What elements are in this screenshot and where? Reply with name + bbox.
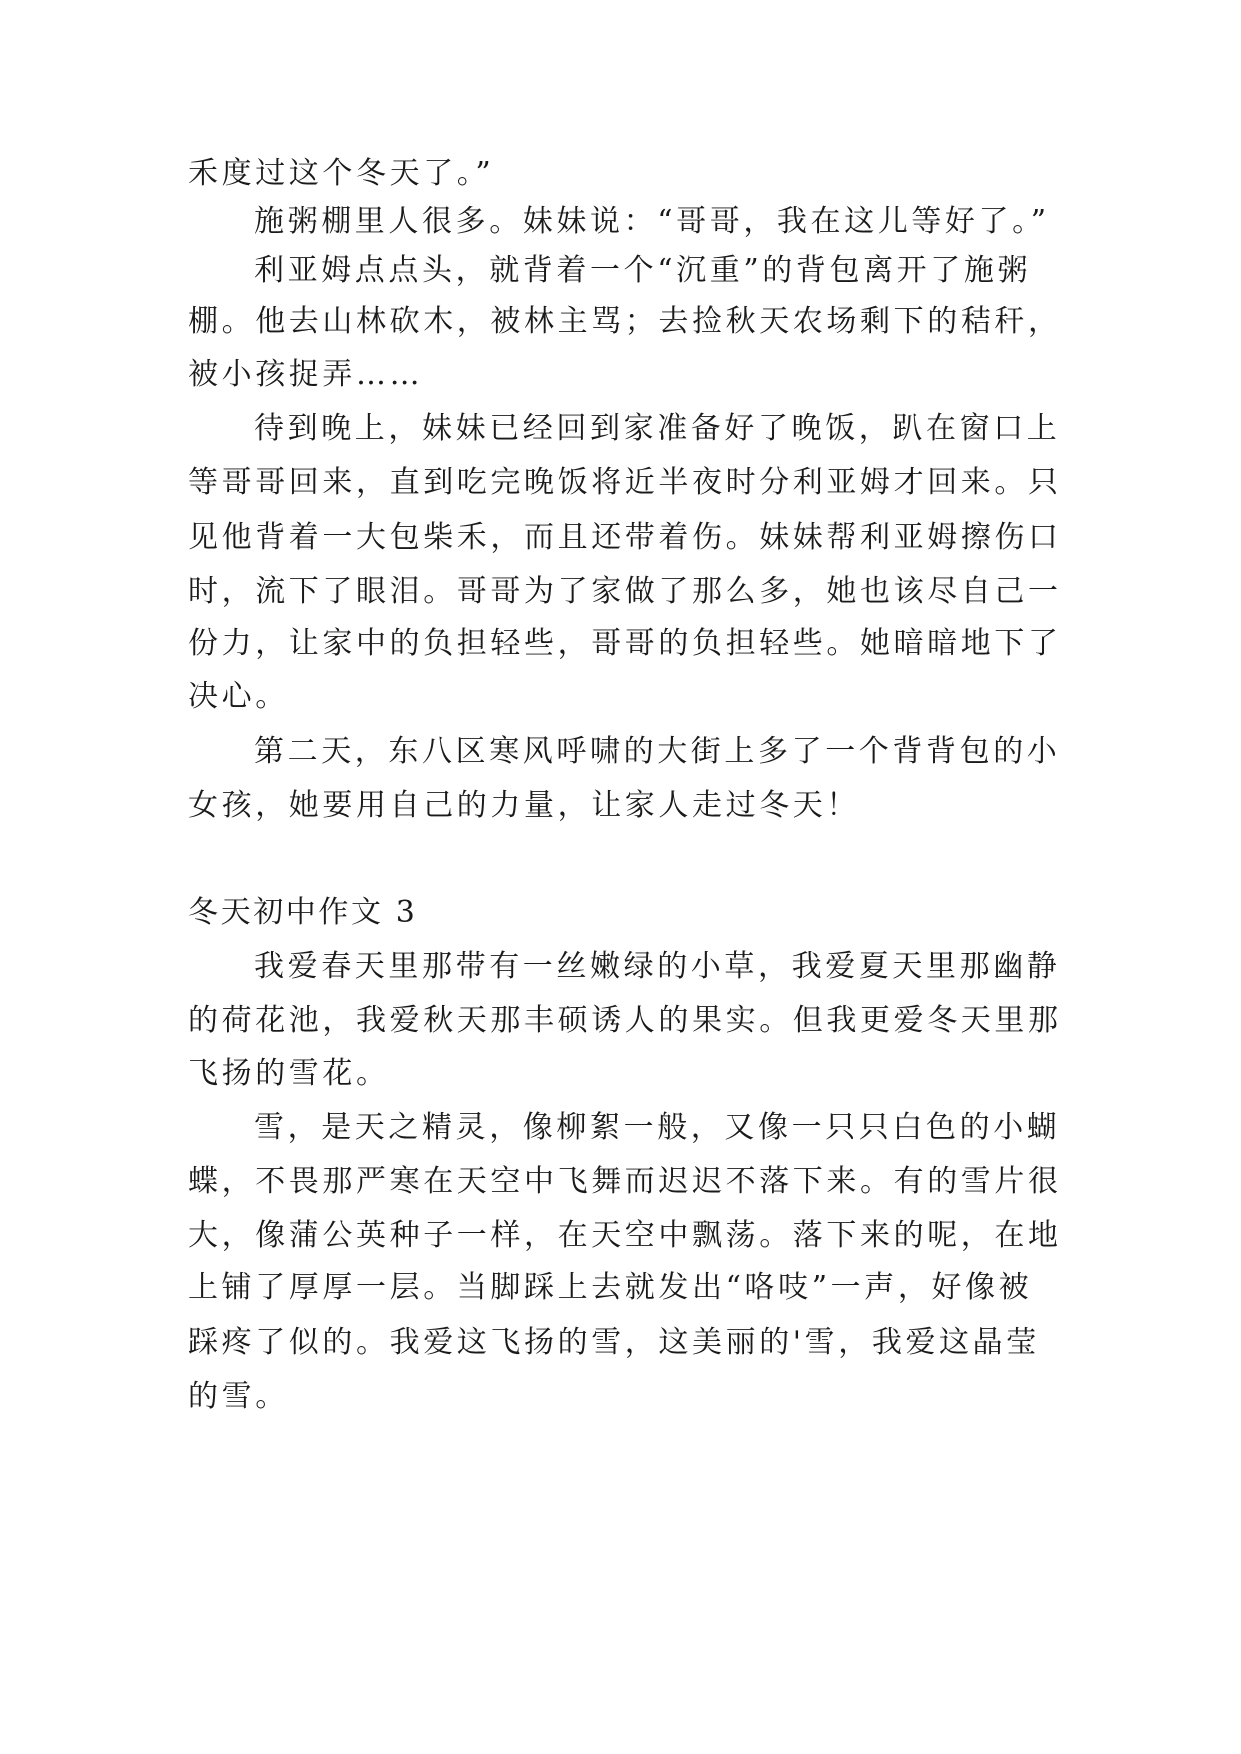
text-line: 等哥哥回来，直到吃完晚饭将近半夜时分利亚姆才回来。只 [188, 465, 1062, 500]
text-line: 的荷花池，我爱秋天那丰硕诱人的果实。但我更爱冬天里那 [188, 1003, 1062, 1038]
text-line: 的雪。 [188, 1379, 289, 1414]
text-line: 大，像蒲公英种子一样，在天空中飘荡。落下来的呢，在地 [188, 1218, 1062, 1253]
text-line: 被小孩捉弄…… [188, 357, 424, 392]
text-line: 禾度过这个冬天了。” [188, 156, 495, 191]
text-line: 飞扬的雪花。 [188, 1056, 390, 1091]
text-line: 棚。他去山林砍木，被林主骂；去捡秋天农场剩下的秸秆， [188, 304, 1062, 339]
text-line: 蝶，不畏那严寒在天空中飞舞而迟迟不落下来。有的雪片很 [188, 1164, 1062, 1199]
text-line: 见他背着一大包柴禾，而且还带着伤。妹妹帮利亚姆擦伤口 [188, 520, 1062, 555]
paragraph-line: 利亚姆点点头，就背着一个“沉重”的背包离开了施粥 [254, 253, 1032, 288]
paragraph-line: 第二天，东八区寒风呼啸的大街上多了一个背背包的小 [254, 734, 1061, 769]
text-line: 份力，让家中的负担轻些，哥哥的负担轻些。她暗暗地下了 [188, 626, 1062, 661]
paragraph-line: 待到晚上，妹妹已经回到家准备好了晚饭，趴在窗口上 [254, 411, 1061, 446]
text-line: 决心。 [188, 679, 289, 714]
paragraph-line: 雪，是天之精灵，像柳絮一般，又像一只只白色的小蝴 [254, 1110, 1061, 1145]
paragraph-line: 施粥棚里人很多。妹妹说：“哥哥，我在这儿等好了。” [254, 204, 1050, 239]
text-line: 女孩，她要用自己的力量，让家人走过冬天！ [188, 788, 860, 823]
text-line: 时，流下了眼泪。哥哥为了家做了那么多，她也该尽自己一 [188, 574, 1062, 609]
paragraph-line: 我爱春天里那带有一丝嫩绿的小草，我爱夏天里那幽静 [254, 949, 1061, 984]
text-line: 踩疼了似的。我爱这飞扬的雪，这美丽的'雪，我爱这晶莹 [188, 1325, 1040, 1360]
section-title: 冬天初中作文 3 [188, 895, 418, 930]
text-line: 上铺了厚厚一层。当脚踩上去就发出“咯吱”一声，好像被 [188, 1270, 1033, 1305]
